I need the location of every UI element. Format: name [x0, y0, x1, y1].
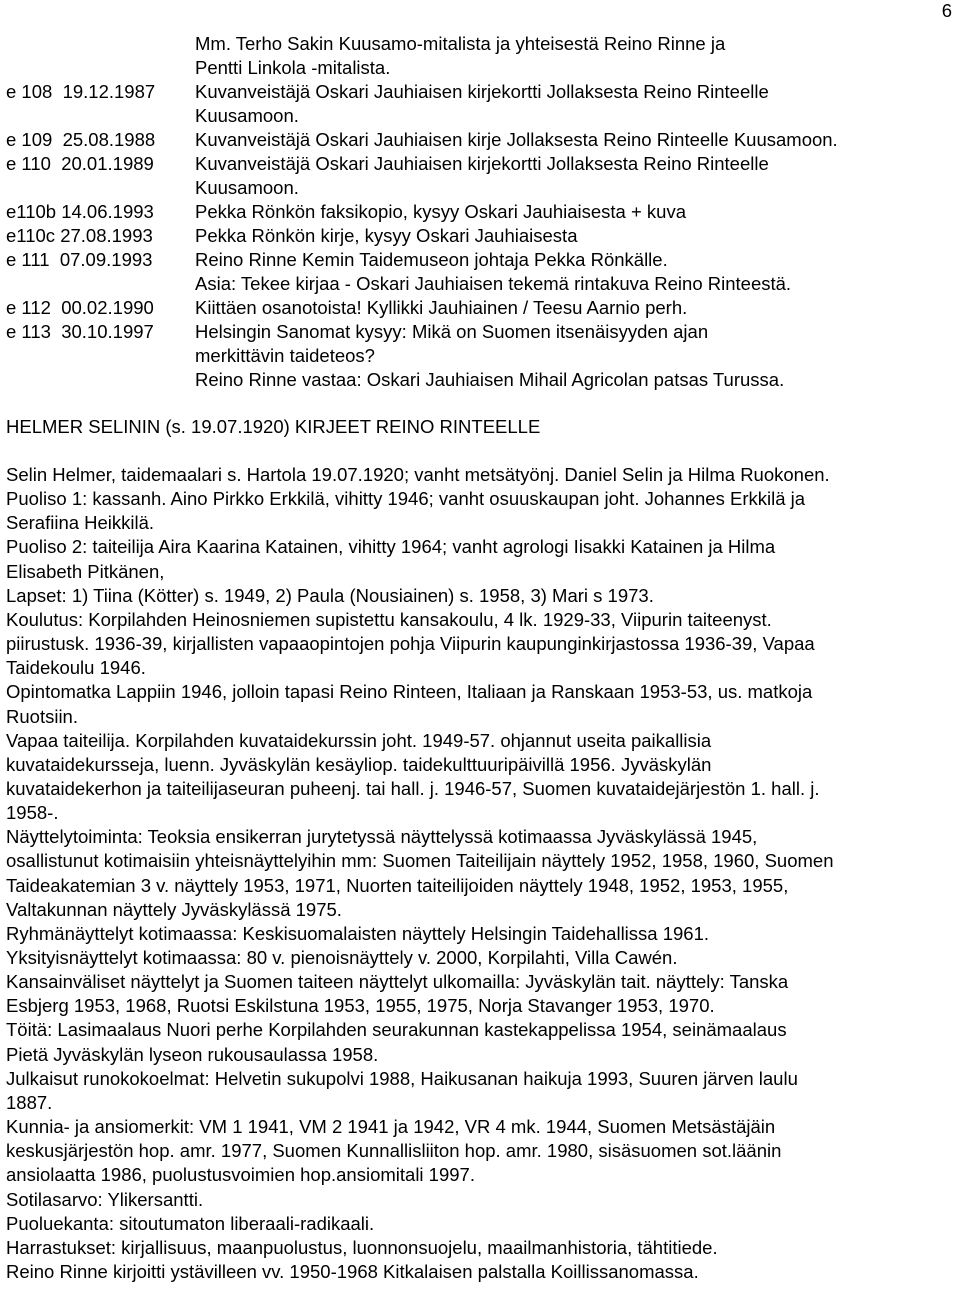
- biography-line: keskusjärjestön hop. amr. 1977, Suomen Kunnallisliiton hop. amr. 1980, sisäsuomen sot.läänin: [6, 1140, 782, 1161]
- letter-id: e 111: [6, 249, 50, 270]
- letter-id: e 110: [6, 153, 51, 174]
- biography-line: Näyttelytoiminta: Teoksia ensikerran jurytetyssä näyttelyssä kotimaassa Jyväskylässä 1945,: [6, 826, 758, 847]
- biography-line: Kunnia- ja ansiomerkit: VM 1 1941, VM 2 1941 ja 1942, VR 4 mk. 1944, Suomen Metsästäjäin: [6, 1116, 776, 1137]
- letter-line: Pekka Rönkön kirje, kysyy Oskari Jauhiaisesta: [195, 225, 578, 246]
- letter-date: 20.01.1989: [61, 153, 154, 174]
- letter-date: 00.02.1990: [61, 297, 154, 318]
- letter-id-date: [6, 297, 154, 319]
- letter-line: Kuvanveistäjä Oskari Jauhiaisen kirje Jollaksesta Reino Rinteelle Kuusamoon.: [195, 129, 838, 150]
- letter-id: e 112: [6, 297, 51, 318]
- letter-line: Reino Rinne vastaa: Oskari Jauhiaisen Mihail Agricolan patsas Turussa.: [195, 369, 785, 390]
- letter-id-date: [6, 129, 155, 151]
- biography-line: Serafiina Heikkilä.: [6, 512, 155, 533]
- biography-line: Opintomatka Lappiin 1946, jolloin tapasi Reino Rinteen, Italiaan ja Ranskaan 1953-53, us. matkoja: [6, 681, 813, 702]
- section-heading: HELMER SELININ (s. 19.07.1920) KIRJEET REINO RINTEELLE: [6, 416, 541, 437]
- biography-line: Valtakunnan näyttely Jyväskylässä 1975.: [6, 899, 342, 920]
- letter-id-date: [6, 201, 154, 223]
- biography-line: 1887.: [6, 1092, 53, 1113]
- biography-line: Taideakatemian 3 v. näyttely 1953, 1971, Nuorten taiteilijoiden näyttely 1948, 1952, 1953, 1955,: [6, 875, 789, 896]
- letter-id: e110b: [6, 201, 57, 222]
- letter-date: 14.06.1993: [61, 201, 154, 222]
- letter-line: Kuvanveistäjä Oskari Jauhiaisen kirjekortti Jollaksesta Reino Rinteelle: [195, 153, 769, 174]
- biography-line: Ruotsiin.: [6, 706, 78, 727]
- biography-line: Elisabeth Pitkänen,: [6, 561, 165, 582]
- biography-line: kuvataidekerhon ja taiteilijaseuran puheenj. tai hall. j. 1946-57, Suomen kuvataidejärjestön 1. hall. j.: [6, 778, 820, 799]
- letter-date: 30.10.1997: [61, 321, 154, 342]
- biography-line: Sotilasarvo: Ylikersantti.: [6, 1189, 204, 1210]
- letter-date: 19.12.1987: [62, 81, 156, 102]
- biography-line: Reino Rinne kirjoitti ystävilleen vv. 1950-1968 Kitkalaisen palstalla Koillissanomassa.: [6, 1261, 699, 1282]
- letter-line: Kuvanveistäjä Oskari Jauhiaisen kirjekortti Jollaksesta Reino Rinteelle: [195, 81, 769, 102]
- biography-line: Taidekoulu 1946.: [6, 657, 146, 678]
- biography-line: Harrastukset: kirjallisuus, maanpuolustus, luonnonsuojelu, maailmanhistoria, tähtitiede.: [6, 1237, 718, 1258]
- biography-line: Lapset: 1) Tiina (Kötter) s. 1949, 2) Paula (Nousiainen) s. 1958, 3) Mari s 1973.: [6, 585, 654, 606]
- biography-line: 1958-.: [6, 802, 59, 823]
- biography-line: Töitä: Lasimaalaus Nuori perhe Korpilahden seurakunnan kastekappelissa 1954, seinämaalaus: [6, 1019, 787, 1040]
- biography-line: Julkaisut runokokoelmat: Helvetin sukupolvi 1988, Haikusanan haikuja 1993, Suuren järven laulu: [6, 1068, 798, 1089]
- letter-line: Reino Rinne Kemin Taidemuseon johtaja Pekka Rönkälle.: [195, 249, 668, 270]
- letter-line: Kuusamoon.: [195, 105, 299, 126]
- letter-id: e 109: [6, 129, 53, 150]
- letter-line: Asia: Tekee kirjaa - Oskari Jauhiaisen tekemä rintakuva Reino Rinteestä.: [195, 273, 792, 294]
- biography-line: Puoliso 2: taiteilija Aira Kaarina Katainen, vihitty 1964; vanht agrologi Iisakki Katainen ja Hilma: [6, 536, 776, 557]
- letter-id: e110c: [6, 225, 56, 246]
- letter-line: Pentti Linkola -mitalista.: [195, 57, 391, 78]
- letter-id-date: [6, 81, 155, 103]
- page-number: 6: [941, 0, 952, 21]
- letter-line: Helsingin Sanomat kysyy: Mikä on Suomen itsenäisyyden ajan: [195, 321, 709, 342]
- biography-line: Koulutus: Korpilahden Heinosniemen supistettu kansakoulu, 4 lk. 1929-33, Viipurin taiteenyst.: [6, 609, 772, 630]
- biography-line: Pietä Jyväskylän lyseon rukousaulassa 1958.: [6, 1044, 379, 1065]
- letter-line: merkittävin taideteos?: [195, 345, 375, 366]
- letter-date: 27.08.1993: [60, 225, 153, 246]
- biography-line: kuvataidekursseja, luenn. Jyväskylän kesäyliop. taidekulttuuripäivillä 1956. Jyväskylän: [6, 754, 712, 775]
- biography-line: Ryhmänäyttelyt kotimaassa: Keskisuomalaisten näyttely Helsingin Taidehallissa 1961.: [6, 923, 710, 944]
- letter-line: Kuusamoon.: [195, 177, 299, 198]
- biography-line: Kansainväliset näyttelyt ja Suomen taiteen näyttelyt ulkomailla: Jyväskylän tait. näyttely: Tanska: [6, 971, 789, 992]
- letter-date: 07.09.1993: [59, 249, 153, 270]
- letter-id-date: [6, 321, 154, 343]
- letter-line: Pekka Rönkön faksikopio, kysyy Oskari Jauhiaisesta + kuva: [195, 201, 686, 222]
- letter-id-date: [6, 225, 153, 247]
- biography-line: Puoliso 1: kassanh. Aino Pirkko Erkkilä, vihitty 1946; vanht osuuskaupan joht. Johannes Erkkilä ja: [6, 488, 806, 509]
- letter-id-date: [6, 153, 154, 175]
- letter-id: e 113: [6, 321, 51, 342]
- biography-line: Selin Helmer, taidemaalari s. Hartola 19.07.1920; vanht metsätyönj. Daniel Selin ja Hilma Ruokonen.: [6, 464, 830, 485]
- biography-line: ansiolaatta 1986, puolustusvoimien hop.ansiomitali 1997.: [6, 1164, 475, 1185]
- biography-line: Esbjerg 1953, 1968, Ruotsi Eskilstuna 1953, 1955, 1975, Norja Stavanger 1953, 1970.: [6, 995, 715, 1016]
- biography-line: Yksityisnäyttelyt kotimaassa: 80 v. pienoisnäyttely v. 2000, Korpilahti, Villa Cawén.: [6, 947, 678, 968]
- biography-line: osallistunut kotimaisiin yhteisnäyttelyihin mm: Suomen Taiteilijain näyttely 1952, 1958, 1960, Suomen: [6, 850, 834, 871]
- letter-line: Kiittäen osanotoista! Kyllikki Jauhiainen / Teesu Aarnio perh.: [195, 297, 688, 318]
- biography-line: Vapaa taiteilija. Korpilahden kuvataidekurssin joht. 1949-57. ohjannut useita paikallisia: [6, 730, 712, 751]
- letter-date: 25.08.1988: [62, 129, 156, 150]
- letter-id-date: [6, 249, 152, 271]
- biography-line: piirustusk. 1936-39, kirjallisten vapaaopintojen pohja Viipurin kaupunginkirjastossa 1936-39, Vapaa: [6, 633, 815, 654]
- letter-id: e 108: [6, 81, 53, 102]
- biography-line: Puoluekanta: sitoutumaton liberaali-radikaali.: [6, 1213, 375, 1234]
- letter-line: Mm. Terho Sakin Kuusamo-mitalista ja yhteisestä Reino Rinne ja: [195, 33, 726, 54]
